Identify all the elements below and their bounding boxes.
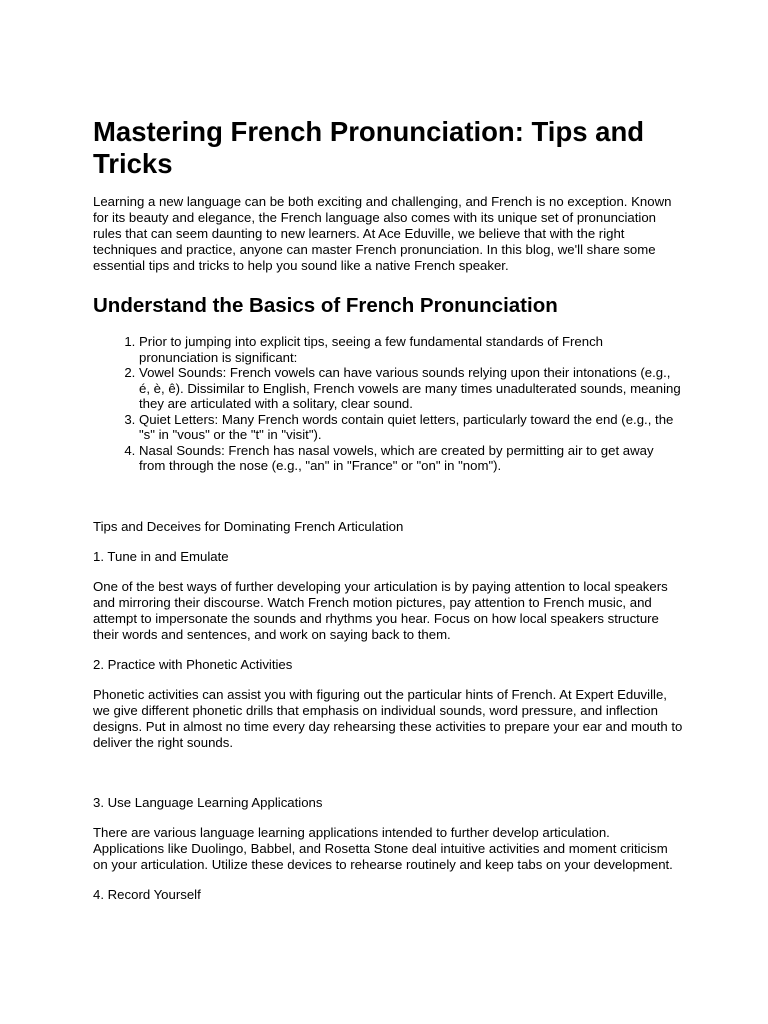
tip-4-heading: 4. Record Yourself <box>93 886 201 902</box>
tip-2-paragraph: Phonetic activities can assist you with figuring out the particular hints of French. At Expert Eduville, we give different phonetic drills that emphasis on individual sounds, word pressure, and inflection designs. Put in almost no time every day rehearsing these activities to prepare your ear and mouth to deliver the right sounds. <box>93 686 683 750</box>
tips-heading: Tips and Deceives for Dominating French Articulation <box>93 518 404 534</box>
tip-3-heading: 3. Use Language Learning Applications <box>93 794 323 810</box>
tip-3-paragraph: There are various language learning applications intended to further develop articulation. Applications like Duolingo, Babbel, and Rosetta Stone deal intuitive activities and moment criticism on your articulation. Utilize these devices to rehearse routinely and keep tabs on your development. <box>93 824 673 872</box>
list-item: 1. Prior to jumping into explicit tips, seeing a few fundamental standards of French pronunciation is significant: <box>139 334 683 365</box>
list-item: 4. Nasal Sounds: French has nasal vowels, which are created by permitting air to get away from through the nose (e.g., "an" in "France" or "on" in "nom"). <box>139 443 683 474</box>
tip-2-heading: 2. Practice with Phonetic Activities <box>93 656 293 672</box>
document-title: Mastering French Pronunciation: Tips and Tricks <box>93 116 645 179</box>
list-item: 2. Vowel Sounds: French vowels can have various sounds relying upon their intonations (e.g., é, è, ê). Dissimilar to English, French vowels are many times unadulterated sounds, meaning they are articulated with a solitary, clear sound. <box>139 365 683 412</box>
basics-list <box>93 334 683 474</box>
intro-paragraph: Learning a new language can be both exciting and challenging, and French is no exception. Known for its beauty and elegance, the French language also comes with its unique set of pronunciation rules that can seem daunting to new learners. At Ace Eduville, we believe that with the right techniques and practice, anyone can master French pronunciation. In this blog, we'll share some essential tips and tricks to help you sound like a native French speaker. <box>93 194 672 273</box>
document-page <box>93 116 683 903</box>
tip-1-paragraph: One of the best ways of further developing your articulation is by paying attention to local speakers and mirroring their discourse. Watch French motion pictures, pay attention to French music, and attempt to impersonate the sounds and rhythms you hear. Focus on how local speakers structure their words and sentences, and work on saying back to them. <box>93 578 668 642</box>
list-item: 3. Quiet Letters: Many French words contain quiet letters, particularly toward the end (e.g., the "s" in "vous" or the "t" in "visit"). <box>139 412 683 443</box>
section-heading-basics: Understand the Basics of French Pronunciation <box>93 294 558 317</box>
tip-1-heading: 1. Tune in and Emulate <box>93 548 229 564</box>
